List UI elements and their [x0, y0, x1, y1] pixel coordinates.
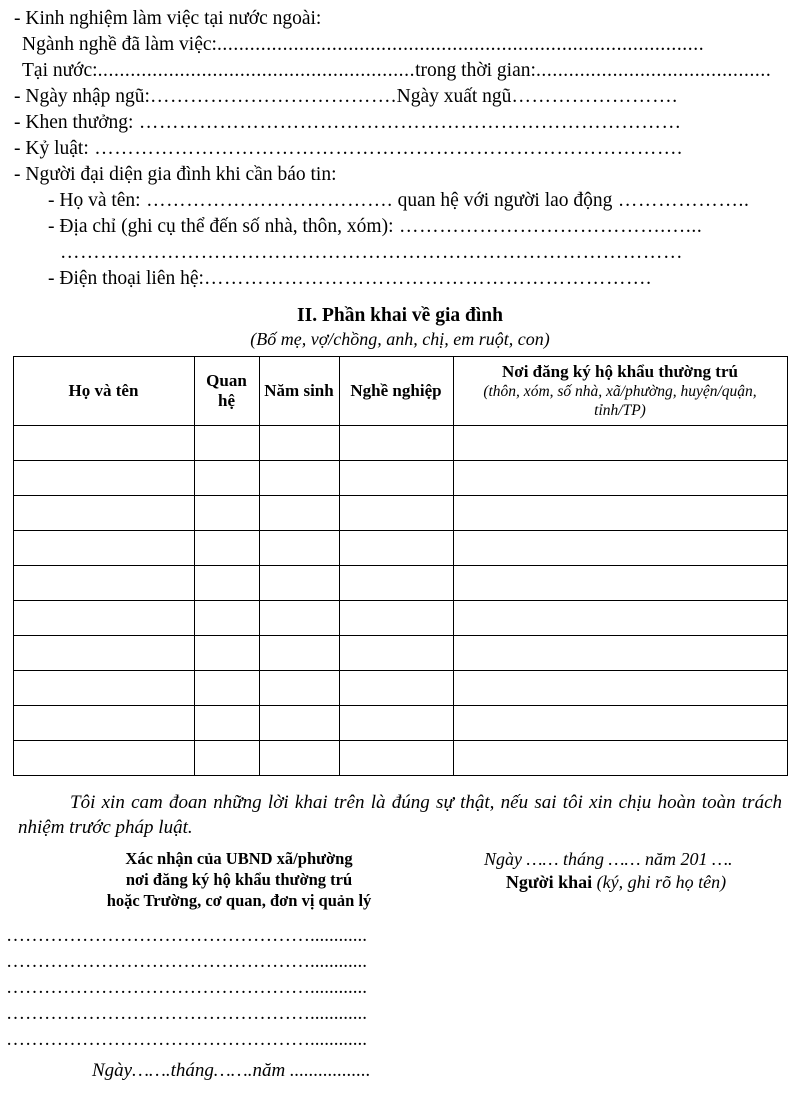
- table-cell[interactable]: [13, 636, 194, 671]
- table-row: [13, 741, 787, 776]
- table-cell[interactable]: [259, 671, 339, 706]
- table-cell[interactable]: [339, 636, 453, 671]
- table-cell[interactable]: [453, 671, 787, 706]
- dotted-fill[interactable]: .........................................................................................: [216, 34, 705, 55]
- form-line-ho-va-ten: [14, 188, 786, 214]
- table-cell[interactable]: [194, 671, 259, 706]
- dotted-fill[interactable]: …………………………………………………………………………….: [88, 138, 683, 159]
- dotted-fill[interactable]: ……………………………….: [140, 190, 393, 211]
- column-header-nam-sinh: [259, 357, 339, 426]
- table-cell[interactable]: [13, 706, 194, 741]
- confirmation-blank-line[interactable]: …………………………………………............: [6, 925, 367, 946]
- form-line-label: - Người đại diện gia đình khi cần báo tin:: [14, 164, 337, 185]
- signature-row: [0, 848, 800, 911]
- form-line-label: - Khen thưởng:: [14, 112, 134, 133]
- table-cell[interactable]: [194, 566, 259, 601]
- table-cell[interactable]: [339, 531, 453, 566]
- declarant-label: [476, 871, 786, 894]
- dotted-fill[interactable]: ………………………………….…...: [393, 216, 703, 237]
- declarant-block: [464, 848, 786, 911]
- table-cell[interactable]: [339, 426, 453, 461]
- confirmation-title-line-3: hoặc Trường, cơ quan, đơn vị quản lý: [106, 891, 372, 910]
- confirmation-blank-line[interactable]: …………………………………………............: [6, 977, 367, 998]
- form-line-label: - Kinh nghiệm làm việc tại nước ngoài:: [14, 8, 322, 29]
- form-line-dia-chi: [14, 214, 786, 240]
- table-cell[interactable]: [13, 496, 194, 531]
- table-cell[interactable]: [453, 636, 787, 671]
- table-cell[interactable]: [339, 566, 453, 601]
- table-row: [13, 566, 787, 601]
- form-line-ky-luat: [14, 136, 786, 162]
- confirmation-blank-line[interactable]: …………………………………………............: [6, 1003, 367, 1024]
- table-cell[interactable]: [194, 496, 259, 531]
- table-cell[interactable]: [259, 461, 339, 496]
- section-2-subtitle: (Bố mẹ, vợ/chồng, anh, chị, em ruột, con): [250, 329, 550, 349]
- table-cell[interactable]: [453, 531, 787, 566]
- form-line-label-2: trong thời gian:: [415, 60, 536, 81]
- declarant-date-line[interactable]: Ngày …… tháng …… năm 201 ….: [484, 849, 733, 869]
- table-cell[interactable]: [259, 496, 339, 531]
- table-cell[interactable]: [13, 741, 194, 776]
- dotted-fill[interactable]: ..........................................................: [97, 60, 416, 81]
- table-cell[interactable]: [13, 531, 194, 566]
- dotted-fill-2[interactable]: ………………..: [612, 190, 750, 211]
- table-cell[interactable]: [194, 426, 259, 461]
- table-cell[interactable]: [339, 741, 453, 776]
- table-row: [13, 531, 787, 566]
- form-line-dien-thoai: [14, 266, 786, 292]
- column-header-label: Quan hệ: [206, 371, 247, 410]
- table-cell[interactable]: [339, 671, 453, 706]
- confirmation-final-date[interactable]: Ngày…….tháng…….năm .................: [92, 1060, 371, 1081]
- family-table-head: [13, 357, 787, 426]
- family-table-body: [13, 426, 787, 776]
- table-cell[interactable]: [453, 601, 787, 636]
- confirmation-blank-line[interactable]: …………………………………………............: [6, 951, 367, 972]
- form-line-khen-thuong: [14, 110, 786, 136]
- table-cell[interactable]: [453, 496, 787, 531]
- table-cell[interactable]: [259, 636, 339, 671]
- form-line-ngay-nhap-ngu: [14, 84, 786, 110]
- column-header-nghe-nghiep: [339, 357, 453, 426]
- form-line-label: - Họ và tên:: [48, 190, 141, 211]
- confirmation-title-line-2: nơi đăng ký hộ khẩu thường trú: [125, 870, 353, 889]
- column-header-label: Năm sinh: [264, 381, 334, 400]
- table-cell[interactable]: [339, 706, 453, 741]
- column-header-label: Nơi đăng ký hộ khẩu thường trú: [502, 362, 738, 381]
- commitment-paragraph: Tôi xin cam đoan những lời khai trên là đúng sự thật, nếu sai tôi xin chịu hoàn toàn trách nhiệm trước pháp luật.: [18, 792, 782, 838]
- table-cell[interactable]: [13, 671, 194, 706]
- table-cell[interactable]: [194, 636, 259, 671]
- table-row: [13, 671, 787, 706]
- form-line-label: Ngành nghề đã làm việc:: [22, 34, 217, 55]
- table-cell[interactable]: [453, 741, 787, 776]
- table-cell[interactable]: [194, 531, 259, 566]
- form-line-nganh-nghe: [14, 32, 786, 58]
- table-cell[interactable]: [13, 601, 194, 636]
- table-cell[interactable]: [453, 461, 787, 496]
- declaration-lines: [0, 0, 800, 292]
- table-cell[interactable]: [339, 461, 453, 496]
- column-header-label: Nghề nghiệp: [350, 381, 442, 400]
- dotted-fill[interactable]: ……………………………….: [149, 86, 397, 107]
- table-row: [13, 426, 787, 461]
- declarant-label-bold: Người khai: [505, 872, 597, 892]
- dotted-fill[interactable]: …………………………………………………………………………………: [60, 242, 684, 263]
- column-header-quan-he: [194, 357, 259, 426]
- dotted-fill-2[interactable]: …………………….: [511, 86, 678, 107]
- table-row: [13, 496, 787, 531]
- table-cell[interactable]: [194, 706, 259, 741]
- form-line-label: - Điện thoại liên hệ:: [48, 268, 204, 289]
- form-line-label: - Kỷ luật:: [14, 138, 89, 159]
- column-header-ho-va-ten: [13, 357, 194, 426]
- dotted-fill[interactable]: ………………………………………………………….: [203, 268, 652, 289]
- table-cell[interactable]: [13, 566, 194, 601]
- table-row: [13, 706, 787, 741]
- family-table: [13, 356, 788, 776]
- table-cell[interactable]: [194, 461, 259, 496]
- confirmation-blank-line[interactable]: …………………………………………............: [6, 1029, 367, 1050]
- table-row: [13, 636, 787, 671]
- column-header-sublabel: (thôn, xóm, số nhà, xã/phường, huyện/quận, tỉnh/TP): [483, 383, 757, 419]
- table-header-row: [13, 357, 787, 426]
- declarant-label-note: (ký, ghi rõ họ tên): [596, 872, 727, 892]
- form-line-label: Tại nước:: [22, 60, 98, 81]
- form-line-label-2: quan hệ với người lao động: [392, 190, 613, 211]
- dotted-fill-2[interactable]: ...........................................: [535, 60, 772, 81]
- column-header-noi-dang-ky: [453, 357, 787, 426]
- table-cell[interactable]: [259, 741, 339, 776]
- form-line-nguoi-dai-dien: [14, 162, 786, 188]
- table-row: [13, 601, 787, 636]
- table-cell[interactable]: [194, 741, 259, 776]
- table-cell[interactable]: [259, 706, 339, 741]
- form-line-dia-chi-cont: [14, 240, 786, 266]
- dotted-fill[interactable]: ………………………………………………………………………: [133, 112, 682, 133]
- table-cell[interactable]: [194, 601, 259, 636]
- confirmation-block: [14, 848, 464, 911]
- table-cell[interactable]: [259, 566, 339, 601]
- table-row: [13, 461, 787, 496]
- form-line-label-2: Ngày xuất ngũ: [396, 86, 512, 107]
- table-cell[interactable]: [259, 426, 339, 461]
- section-2-title: II. Phần khai về gia đình: [297, 305, 503, 326]
- form-line-label: - Địa chỉ (ghi cụ thể đến số nhà, thôn, xóm):: [48, 216, 394, 237]
- table-cell[interactable]: [259, 601, 339, 636]
- table-cell[interactable]: [13, 426, 194, 461]
- section-2-heading: [0, 304, 800, 350]
- confirmation-blank-lines: [0, 923, 800, 1053]
- table-cell[interactable]: [453, 566, 787, 601]
- table-cell[interactable]: [453, 706, 787, 741]
- table-cell[interactable]: [13, 461, 194, 496]
- table-cell[interactable]: [259, 531, 339, 566]
- table-cell[interactable]: [453, 426, 787, 461]
- form-line-label: - Ngày nhập ngũ:: [14, 86, 150, 107]
- column-header-label: Họ và tên: [68, 381, 139, 400]
- table-cell[interactable]: [339, 601, 453, 636]
- confirmation-title-line-1: Xác nhận của UBND xã/phường: [125, 849, 353, 868]
- form-line-tai-nuoc: [14, 58, 786, 84]
- table-cell[interactable]: [339, 496, 453, 531]
- form-line-kinh-nghiem: [14, 6, 786, 32]
